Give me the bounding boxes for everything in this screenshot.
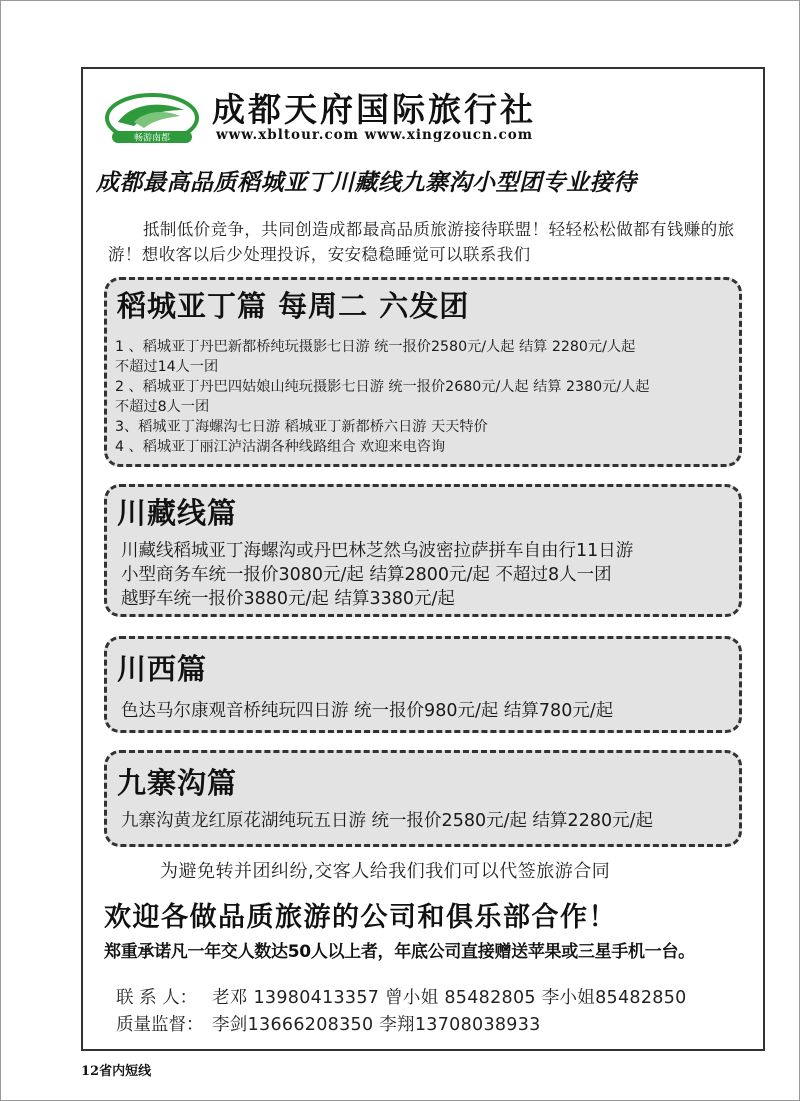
section-west-sichuan [104,636,742,733]
route-line: 小型商务车统一报价3080元/起 结算2800元/起 不超过8人一团 [121,565,612,585]
route-line: 川藏线稻城亚丁海螺沟或丹巴林芝然乌波密拉萨拼车自由行11日游 [121,541,634,561]
section-jiuzhaigou [104,750,742,847]
quality-label: 质量监督： [116,1015,204,1035]
section-title: 稻城亚丁篇 每周二 六发团 [117,289,470,323]
contact-value: 老邓 13980413357 曾小姐 85482805 李小姐85482850 [212,988,687,1008]
contract-notice: 为避免转并团纠纷,交客人给我们我们可以代签旅游合同 [160,861,611,882]
section-title: 川藏线篇 [117,496,238,530]
route-line: 1 、稻城亚丁丹巴新都桥纯玩摄影七日游 统一报价2580元/人起 结算 2280元/人起 [115,339,636,355]
route-line: 不超过14人一团 [115,359,219,375]
route-line: 九寨沟黄龙红原花湖纯玩五日游 统一报价2580元/起 结算2280元/起 [121,811,653,831]
route-line: 4 、稻城亚丁丽江泸沽湖各种线路组合 欢迎来电咨询 [115,439,446,455]
company-urls: www.xbltour.com www.xingzoucn.com [216,127,534,143]
page-footer: 12省内短线 [81,1064,152,1079]
section-daocheng-yading [104,277,742,467]
contact-row [116,984,687,1009]
quality-value: 李剑13666208350 李翔13708038933 [212,1015,541,1035]
section-title: 川西篇 [117,652,208,686]
quality-row [116,1011,541,1036]
company-name: 成都天府国际旅行社 [212,90,536,129]
route-line: 3、稻城亚丁海螺沟七日游 稻城亚丁新都桥六日游 天天特价 [115,419,488,435]
contact-label: 联 系 人： [116,988,198,1008]
headline: 成都最高品质稻城亚丁川藏线九寨沟小型团专业接待 [96,170,637,196]
promise-text: 郑重承诺凡一年交人数达50人以上者，年底公司直接赠送苹果或三星手机一台。 [104,942,695,962]
logo-text: 畅游南都 [133,133,171,144]
welcome-banner: 欢迎各做品质旅游的公司和俱乐部合作！ [104,902,617,933]
route-line: 不超过8人一团 [115,399,210,415]
travel-agency-logo [104,92,200,144]
route-line: 越野车统一报价3880元/起 结算3380元/起 [121,589,455,609]
route-line: 色达马尔康观音桥纯玩四日游 统一报价980元/起 结算780元/起 [121,701,614,721]
intro-paragraph: 抵制低价竞争，共同创造成都最高品质旅游接待联盟！轻轻松松做都有钱赚的旅游！想收客以后少处理投诉，安安稳稳睡觉可以联系我们 [108,220,735,264]
section-title: 九寨沟篇 [117,766,238,800]
section-sichuan-tibet [104,484,742,617]
route-line: 2 、稻城亚丁丹巴四姑娘山纯玩摄影七日游 统一报价2680元/人起 结算 2380元/人起 [115,379,650,395]
